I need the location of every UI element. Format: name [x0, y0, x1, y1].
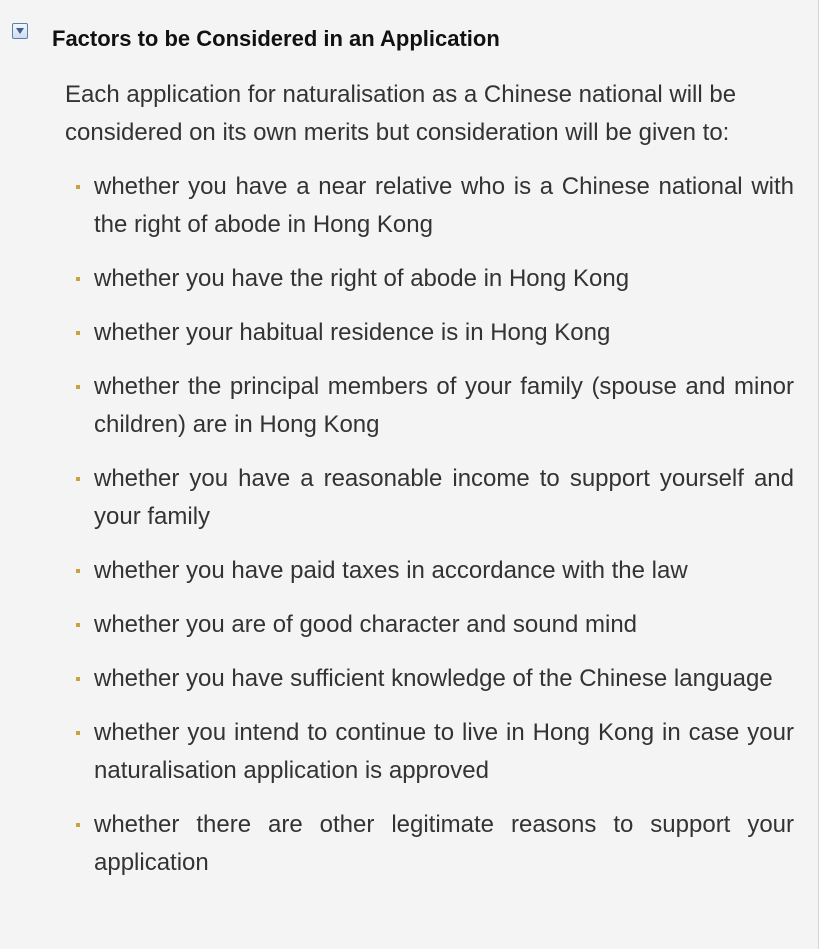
list-item-text: whether you have paid taxes in accordance with the law: [94, 557, 688, 584]
list-item-text: whether you have sufficient knowledge of the Chinese language: [94, 665, 773, 692]
list-item: [76, 606, 794, 644]
bullet-icon: [76, 677, 80, 681]
bullet-icon: [76, 277, 80, 281]
intro-paragraph: Each application for naturalisation as a Chinese national will be considered on its own merits but consideration will be given to:: [65, 81, 737, 146]
list-item: [76, 314, 794, 352]
criteria-list: [76, 168, 794, 898]
chevron-down-icon: [16, 28, 24, 35]
list-item: [76, 660, 794, 698]
list-item: [76, 168, 794, 244]
bullet-icon: [76, 185, 80, 189]
list-item-text: whether the principal members of your family (spouse and minor children) are in Hong Kong: [94, 373, 794, 438]
list-item-text: whether your habitual residence is in Hong Kong: [94, 319, 611, 346]
list-item-text: whether you have the right of abode in Hong Kong: [94, 265, 630, 292]
bullet-icon: [76, 331, 80, 335]
list-item: [76, 260, 794, 298]
list-item-text: whether you intend to continue to live in Hong Kong in case your naturalisation application is approved: [94, 719, 794, 784]
bullet-icon: [76, 385, 80, 389]
bullet-icon: [76, 569, 80, 573]
list-item: [76, 552, 794, 590]
collapse-toggle-button[interactable]: [12, 23, 28, 39]
list-item-text: whether you are of good character and sound mind: [94, 611, 638, 638]
section-title: Factors to be Considered in an Application: [52, 26, 500, 51]
list-item-text: whether you have a reasonable income to support yourself and your family: [94, 465, 794, 530]
bullet-icon: [76, 623, 80, 627]
bullet-icon: [76, 477, 80, 481]
list-item-text: whether there are other legitimate reasons to support your application: [94, 811, 794, 876]
list-item: [76, 460, 794, 536]
list-item: [76, 368, 794, 444]
list-item: [76, 714, 794, 790]
bullet-icon: [76, 731, 80, 735]
bullet-icon: [76, 823, 80, 827]
list-item-text: whether you have a near relative who is a Chinese national with the right of abode in Hong Kong: [94, 173, 794, 238]
list-item: [76, 806, 794, 882]
